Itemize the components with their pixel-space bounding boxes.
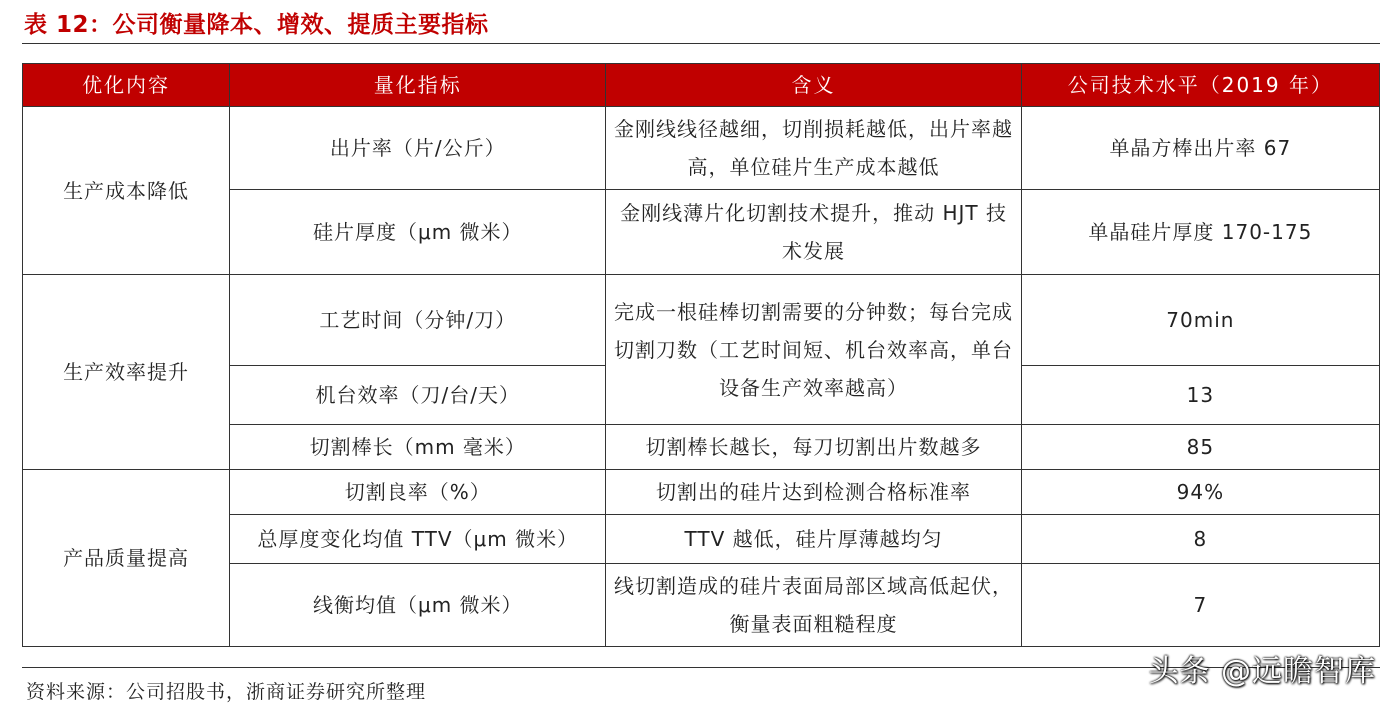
table-header-row — [23, 64, 1380, 107]
metric-cell: 切割棒长（mm 毫米） — [230, 425, 606, 470]
metric-cell: 线衡均值（μm 微米） — [230, 564, 606, 647]
metric-cell: 机台效率（刀/台/天） — [230, 366, 606, 425]
level-cell: 94% — [1021, 470, 1379, 515]
meaning-cell: 切割出的硅片达到检测合格标准率 — [606, 470, 1021, 515]
level-cell: 8 — [1021, 515, 1379, 564]
watermark: 头条 @远瞻智库 — [1148, 654, 1376, 689]
table-row — [23, 470, 1380, 515]
level-cell: 7 — [1021, 564, 1379, 647]
source-note: 资料来源：公司招股书，浙商证券研究所整理 — [26, 681, 427, 703]
indicator-table — [22, 63, 1380, 647]
table-row — [23, 275, 1380, 366]
metric-cell: 工艺时间（分钟/刀） — [230, 275, 606, 366]
meaning-cell: 金刚线线径越细，切削损耗越低，出片率越高，单位硅片生产成本越低 — [606, 107, 1021, 190]
level-cell: 单晶方棒出片率 67 — [1021, 107, 1379, 190]
level-cell: 13 — [1021, 366, 1379, 425]
title-divider — [22, 43, 1380, 44]
meaning-cell: 切割棒长越长，每刀切割出片数越多 — [606, 425, 1021, 470]
level-cell: 85 — [1021, 425, 1379, 470]
group-cost-reduction: 生产成本降低 — [23, 107, 230, 275]
metric-cell: 硅片厚度（μm 微米） — [230, 190, 606, 275]
meaning-cell: 完成一根硅棒切割需要的分钟数；每台完成切割刀数（工艺时间短、机台效率高，单台设备生产效率越高） — [606, 275, 1021, 425]
level-cell: 70min — [1021, 275, 1379, 366]
metric-cell: 出片率（片/公斤） — [230, 107, 606, 190]
metric-cell: 总厚度变化均值 TTV（μm 微米） — [230, 515, 606, 564]
table-row — [23, 107, 1380, 190]
meaning-cell: 线切割造成的硅片表面局部区域高低起伏，衡量表面粗糙程度 — [606, 564, 1021, 647]
header-meaning: 含义 — [606, 64, 1021, 107]
meaning-cell: 金刚线薄片化切割技术提升，推动 HJT 技术发展 — [606, 190, 1021, 275]
header-optimization: 优化内容 — [23, 64, 230, 107]
group-efficiency: 生产效率提升 — [23, 275, 230, 470]
group-quality: 产品质量提高 — [23, 470, 230, 647]
metric-cell: 切割良率（%） — [230, 470, 606, 515]
header-metric: 量化指标 — [230, 64, 606, 107]
header-tech-level: 公司技术水平（2019 年） — [1021, 64, 1379, 107]
table-title: 表 12：公司衡量降本、增效、提质主要指标 — [24, 12, 489, 38]
meaning-cell: TTV 越低，硅片厚薄越均匀 — [606, 515, 1021, 564]
level-cell: 单晶硅片厚度 170-175 — [1021, 190, 1379, 275]
